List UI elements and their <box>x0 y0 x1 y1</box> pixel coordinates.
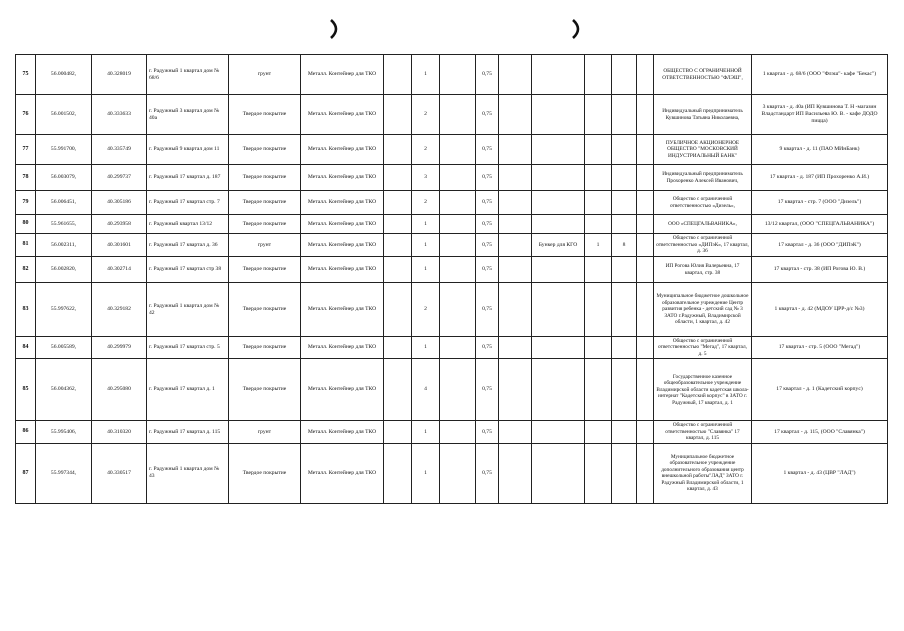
bulky-waste-bin-cell <box>532 215 585 234</box>
waste-source-cell: 1 квартал - д. 68/6 (ООО "Флэш"- кафе "Бекас") <box>752 55 888 95</box>
longitude-cell: 40.295080 <box>92 359 147 421</box>
address-cell: г. Радужный 17 квартал д. 36 <box>147 234 229 257</box>
spacer-cell <box>637 234 654 257</box>
spacer-cell <box>440 165 476 191</box>
owner-cell: Общество с ограниченной ответственностью «Дизель», <box>654 191 752 215</box>
table-row <box>16 443 888 503</box>
spacer-cell <box>440 55 476 95</box>
longitude-cell: 40.329182 <box>92 283 147 337</box>
spacer-cell <box>637 359 654 421</box>
longitude-cell: 40.333633 <box>92 95 147 135</box>
surface-cell: грунт <box>229 421 301 443</box>
address-cell: г. Радужный 1 квартал дом № 42 <box>147 283 229 337</box>
row-number-cell: 84 <box>16 337 36 359</box>
bulky-waste-bin-cell <box>532 165 585 191</box>
container-type-cell: Металл. Контейнер для ТКО <box>301 234 384 257</box>
address-cell: г. Радужный 9 квартал дом 11 <box>147 135 229 165</box>
spacer-cell <box>384 283 412 337</box>
table-row <box>16 55 888 95</box>
owner-cell: Общество с ограниченной ответственностью «ДИПэК», 17 квартал, д. 36 <box>654 234 752 257</box>
container-count-cell: 1 <box>412 337 440 359</box>
container-volume-cell: 0,75 <box>476 191 499 215</box>
latitude-cell: 56.006451, <box>36 191 92 215</box>
bulky-waste-bin-cell <box>532 55 585 95</box>
longitude-cell: 40.299737 <box>92 165 147 191</box>
spacer-cell <box>499 257 532 283</box>
spacer-cell <box>637 191 654 215</box>
container-volume-cell: 0,75 <box>476 337 499 359</box>
owner-cell: Муниципальное бюджетное дошкольное образовательное учреждение Центр развития ребенка - детский сад № 3 ЗАТО г.Радужный, Владимирской области, 1 квартал, д. 42 <box>654 283 752 337</box>
spacer-cell <box>499 135 532 165</box>
row-number-cell: 76 <box>16 95 36 135</box>
spacer-cell <box>384 421 412 443</box>
spacer-cell <box>440 215 476 234</box>
container-type-cell: Металл. Контейнер для ТКО <box>301 443 384 503</box>
bulky-waste-volume-cell <box>612 283 637 337</box>
row-number-cell: 86 <box>16 421 36 443</box>
owner-cell: Индивидуальный предприниматель Кувшинова Татьяна Николаевна, <box>654 95 752 135</box>
bulky-waste-count-cell <box>585 337 612 359</box>
bulky-waste-bin-cell <box>532 359 585 421</box>
table-row <box>16 283 888 337</box>
owner-cell: Государственное казенное общеобразовательное учреждение Владимирской области кадетская школа-интернат "Кадетский корпус" в ЗАТО г. Радужный, 17 квартал, д. 1 <box>654 359 752 421</box>
spacer-cell <box>384 165 412 191</box>
spacer-cell <box>440 234 476 257</box>
spacer-cell <box>499 443 532 503</box>
bulky-waste-count-cell <box>585 95 612 135</box>
bulky-waste-count-cell <box>585 55 612 95</box>
container-type-cell: Металл. Контейнер для ТКО <box>301 215 384 234</box>
table-row <box>16 165 888 191</box>
bulky-waste-bin-cell <box>532 95 585 135</box>
bulky-waste-bin-cell <box>532 443 585 503</box>
spacer-cell <box>499 215 532 234</box>
latitude-cell: 56.002311, <box>36 234 92 257</box>
spacer-cell <box>384 234 412 257</box>
bulky-waste-volume-cell <box>612 95 637 135</box>
row-number-cell: 77 <box>16 135 36 165</box>
row-number-cell: 82 <box>16 257 36 283</box>
spacer-cell <box>384 95 412 135</box>
latitude-cell: 56.004362, <box>36 359 92 421</box>
bulky-waste-bin-cell <box>532 135 585 165</box>
longitude-cell: 40.310320 <box>92 421 147 443</box>
bulky-waste-count-cell <box>585 421 612 443</box>
spacer-cell <box>499 421 532 443</box>
latitude-cell: 56.002820, <box>36 257 92 283</box>
spacer-cell <box>499 359 532 421</box>
waste-source-cell: 1 квартал - д. 42 (МДОУ ЦРР-д/с №3) <box>752 283 888 337</box>
surface-cell: грунт <box>229 55 301 95</box>
address-cell: г. Радужный 17 квартал стр. 7 <box>147 191 229 215</box>
spacer-cell <box>384 337 412 359</box>
address-cell: г. Радужный 17 квартал д. 1 <box>147 359 229 421</box>
surface-cell: Твердое покрытие <box>229 283 301 337</box>
latitude-cell: 56.001502, <box>36 95 92 135</box>
container-volume-cell: 0,75 <box>476 443 499 503</box>
bulky-waste-volume-cell <box>612 337 637 359</box>
container-volume-cell: 0,75 <box>476 135 499 165</box>
container-type-cell: Металл. Контейнер для ТКО <box>301 135 384 165</box>
row-number-cell: 80 <box>16 215 36 234</box>
bulky-waste-volume-cell: 8 <box>612 234 637 257</box>
owner-cell: Общество с ограниченной ответственностью "Мегад", 17 квартал, д. 5 <box>654 337 752 359</box>
row-number-cell: 81 <box>16 234 36 257</box>
waste-source-cell: 3 квартал - д. 40а (ИП Кувшинова Т. Н -магазин Владстандарт ИП Васильева Ю. В. - кафе ДОДО пицца) <box>752 95 888 135</box>
latitude-cell: 55.997622, <box>36 283 92 337</box>
surface-cell: Твердое покрытие <box>229 443 301 503</box>
bulky-waste-volume-cell <box>612 215 637 234</box>
spacer-cell <box>440 283 476 337</box>
address-cell: г. Радужный 1 квартал дом № 43 <box>147 443 229 503</box>
row-number-cell: 87 <box>16 443 36 503</box>
spacer-cell <box>637 257 654 283</box>
spacer-cell <box>499 191 532 215</box>
spacer-cell <box>440 443 476 503</box>
latitude-cell: 56.005589, <box>36 337 92 359</box>
longitude-cell: 40.305186 <box>92 191 147 215</box>
spacer-cell <box>384 191 412 215</box>
container-type-cell: Металл. Контейнер для ТКО <box>301 165 384 191</box>
longitude-cell: 40.330517 <box>92 443 147 503</box>
latitude-cell: 56.000482, <box>36 55 92 95</box>
bulky-waste-volume-cell <box>612 55 637 95</box>
spacer-cell <box>384 257 412 283</box>
container-type-cell: Металл. Контейнер для ТКО <box>301 257 384 283</box>
table-row <box>16 135 888 165</box>
table-row <box>16 337 888 359</box>
row-number-cell: 79 <box>16 191 36 215</box>
spacer-cell <box>499 283 532 337</box>
surface-cell: Твердое покрытие <box>229 95 301 135</box>
container-count-cell: 1 <box>412 421 440 443</box>
address-cell: г. Радужный 17 квартал стр 38 <box>147 257 229 283</box>
waste-source-cell: 13/12 квартал, (ООО "СПЕЦГАЛЬВАНИКА") <box>752 215 888 234</box>
spacer-cell <box>440 257 476 283</box>
container-type-cell: Металл. Контейнер для ТКО <box>301 95 384 135</box>
longitude-cell: 40.328019 <box>92 55 147 95</box>
longitude-cell: 40.293958 <box>92 215 147 234</box>
address-cell: г. Радужный 3 квартал дом № 40а <box>147 95 229 135</box>
container-count-cell: 2 <box>412 95 440 135</box>
spacer-cell <box>637 165 654 191</box>
bulky-waste-bin-cell <box>532 257 585 283</box>
table-row <box>16 191 888 215</box>
spacer-cell <box>637 283 654 337</box>
spacer-cell <box>637 421 654 443</box>
spacer-cell <box>384 55 412 95</box>
address-cell: г. Радужный 17 квартал д. 115 <box>147 421 229 443</box>
longitude-cell: 40.299979 <box>92 337 147 359</box>
owner-cell: ПУБЛИЧНОЕ АКЦИОНЕРНОЕ ОБЩЕСТВО "МОСКОВСКИЙ ИНДУСТРИАЛЬНЫЙ БАНК" <box>654 135 752 165</box>
punch-hole-mark-right <box>568 18 586 40</box>
latitude-cell: 55.997344, <box>36 443 92 503</box>
latitude-cell: 55.995406, <box>36 421 92 443</box>
container-type-cell: Металл. Контейнер для ТКО <box>301 337 384 359</box>
owner-cell: ИП Рогова Юлия Валерьевна, 17 квартал, стр. 38 <box>654 257 752 283</box>
container-volume-cell: 0,75 <box>476 165 499 191</box>
address-cell: г. Радужный 17 квартал стр. 5 <box>147 337 229 359</box>
container-count-cell: 4 <box>412 359 440 421</box>
container-volume-cell: 0,75 <box>476 55 499 95</box>
spacer-cell <box>499 234 532 257</box>
spacer-cell <box>440 421 476 443</box>
bulky-waste-bin-cell <box>532 191 585 215</box>
table-row <box>16 95 888 135</box>
row-number-cell: 83 <box>16 283 36 337</box>
address-cell: г. Радужный 1 квартал дом № 68/6 <box>147 55 229 95</box>
spacer-cell <box>637 135 654 165</box>
spacer-cell <box>637 443 654 503</box>
waste-source-cell: 1 квартал - д. 43 (ЦВР "ЛАД") <box>752 443 888 503</box>
bulky-waste-bin-cell <box>532 283 585 337</box>
surface-cell: Твердое покрытие <box>229 257 301 283</box>
longitude-cell: 40.335749 <box>92 135 147 165</box>
container-volume-cell: 0,75 <box>476 257 499 283</box>
table-row <box>16 215 888 234</box>
spacer-cell <box>440 359 476 421</box>
container-volume-cell: 0,75 <box>476 215 499 234</box>
spacer-cell <box>384 359 412 421</box>
bulky-waste-volume-cell <box>612 135 637 165</box>
table-row <box>16 257 888 283</box>
bulky-waste-volume-cell <box>612 191 637 215</box>
owner-cell: Индивидуальный предприниматель Прохоренко Алексей Иванович, <box>654 165 752 191</box>
bulky-waste-bin-cell: Бункер для КГО <box>532 234 585 257</box>
bulky-waste-bin-cell <box>532 337 585 359</box>
spacer-cell <box>384 135 412 165</box>
waste-source-cell: 17 квартал - д. 36 (ООО "ДИПэК") <box>752 234 888 257</box>
surface-cell: Твердое покрытие <box>229 165 301 191</box>
punch-hole-mark-left <box>326 18 344 40</box>
spacer-cell <box>499 95 532 135</box>
bulky-waste-count-cell <box>585 215 612 234</box>
container-volume-cell: 0,75 <box>476 421 499 443</box>
container-count-cell: 1 <box>412 257 440 283</box>
container-sites-table <box>15 54 888 504</box>
bulky-waste-bin-cell <box>532 421 585 443</box>
owner-cell: ОБЩЕСТВО С ОГРАНИЧЕННОЙ ОТВЕТСТВЕННОСТЬЮ "ФЛЭШ", <box>654 55 752 95</box>
surface-cell: Твердое покрытие <box>229 359 301 421</box>
spacer-cell <box>440 191 476 215</box>
bulky-waste-count-cell <box>585 443 612 503</box>
bulky-waste-volume-cell <box>612 165 637 191</box>
row-number-cell: 85 <box>16 359 36 421</box>
address-cell: г. Радужный квартал 13/12 <box>147 215 229 234</box>
bulky-waste-count-cell <box>585 135 612 165</box>
container-count-cell: 2 <box>412 191 440 215</box>
spacer-cell <box>440 337 476 359</box>
container-type-cell: Металл. Контейнер для ТКО <box>301 191 384 215</box>
surface-cell: Твердое покрытие <box>229 215 301 234</box>
waste-source-cell: 17 квартал - стр. 5 (ООО "Мегад") <box>752 337 888 359</box>
spacer-cell <box>637 215 654 234</box>
container-count-cell: 1 <box>412 215 440 234</box>
spacer-cell <box>384 215 412 234</box>
spacer-cell <box>637 337 654 359</box>
spacer-cell <box>499 165 532 191</box>
table-row <box>16 234 888 257</box>
waste-source-cell: 17 квартал - д. 187 (ИП Прохоренко А.И.) <box>752 165 888 191</box>
longitude-cell: 40.302714 <box>92 257 147 283</box>
bulky-waste-count-cell <box>585 165 612 191</box>
spacer-cell <box>384 443 412 503</box>
address-cell: г. Радужный 17 квартал д. 187 <box>147 165 229 191</box>
container-count-cell: 2 <box>412 283 440 337</box>
bulky-waste-volume-cell <box>612 421 637 443</box>
container-count-cell: 1 <box>412 234 440 257</box>
container-type-cell: Металл. Контейнер для ТКО <box>301 421 384 443</box>
waste-source-cell: 17 квартал - стр. 38 (ИП Рогова Ю. В.) <box>752 257 888 283</box>
bulky-waste-count-cell <box>585 359 612 421</box>
row-number-cell: 75 <box>16 55 36 95</box>
longitude-cell: 40.301601 <box>92 234 147 257</box>
table-row <box>16 359 888 421</box>
spacer-cell <box>499 55 532 95</box>
spacer-cell <box>440 95 476 135</box>
latitude-cell: 56.003079, <box>36 165 92 191</box>
surface-cell: Твердое покрытие <box>229 135 301 165</box>
spacer-cell <box>637 55 654 95</box>
table-row <box>16 421 888 443</box>
bulky-waste-count-cell <box>585 191 612 215</box>
container-volume-cell: 0,75 <box>476 95 499 135</box>
container-type-cell: Металл. Контейнер для ТКО <box>301 55 384 95</box>
bulky-waste-volume-cell <box>612 443 637 503</box>
waste-source-cell: 17 квартал - д. 115, (ООО "Славянка") <box>752 421 888 443</box>
owner-cell: Общество с ограниченной ответственностью "Славянка" 17 квартал, д. 115 <box>654 421 752 443</box>
surface-cell: грунт <box>229 234 301 257</box>
surface-cell: Твердое покрытие <box>229 337 301 359</box>
spacer-cell <box>440 135 476 165</box>
owner-cell: Муниципальное бюджетное образовательное учреждение дополнительного образования центр внешкольной работы"ЛАД" ЗАТО г. Радужный Владимирской области, 1 квартал, д. 43 <box>654 443 752 503</box>
bulky-waste-count-cell: 1 <box>585 234 612 257</box>
container-volume-cell: 0,75 <box>476 359 499 421</box>
container-count-cell: 3 <box>412 165 440 191</box>
owner-cell: ООО «СПЕЦГАЛЬВАНИКА», <box>654 215 752 234</box>
waste-source-cell: 17 квартал - стр. 7 (ООО "Дизель") <box>752 191 888 215</box>
bulky-waste-count-cell <box>585 257 612 283</box>
surface-cell: Твердое покрытие <box>229 191 301 215</box>
container-type-cell: Металл. Контейнер для ТКО <box>301 283 384 337</box>
container-count-cell: 1 <box>412 55 440 95</box>
waste-source-cell: 9 квартал - д. 11 (ПАО МИнБанк) <box>752 135 888 165</box>
row-number-cell: 78 <box>16 165 36 191</box>
spacer-cell <box>637 95 654 135</box>
container-count-cell: 2 <box>412 135 440 165</box>
waste-source-cell: 17 квартал - д. 1 (Кадетский корпус) <box>752 359 888 421</box>
spacer-cell <box>499 337 532 359</box>
container-count-cell: 1 <box>412 443 440 503</box>
container-type-cell: Металл. Контейнер для ТКО <box>301 359 384 421</box>
container-volume-cell: 0,75 <box>476 234 499 257</box>
latitude-cell: 55.961655, <box>36 215 92 234</box>
container-volume-cell: 0,75 <box>476 283 499 337</box>
bulky-waste-volume-cell <box>612 359 637 421</box>
bulky-waste-count-cell <box>585 283 612 337</box>
latitude-cell: 55.991700, <box>36 135 92 165</box>
bulky-waste-volume-cell <box>612 257 637 283</box>
